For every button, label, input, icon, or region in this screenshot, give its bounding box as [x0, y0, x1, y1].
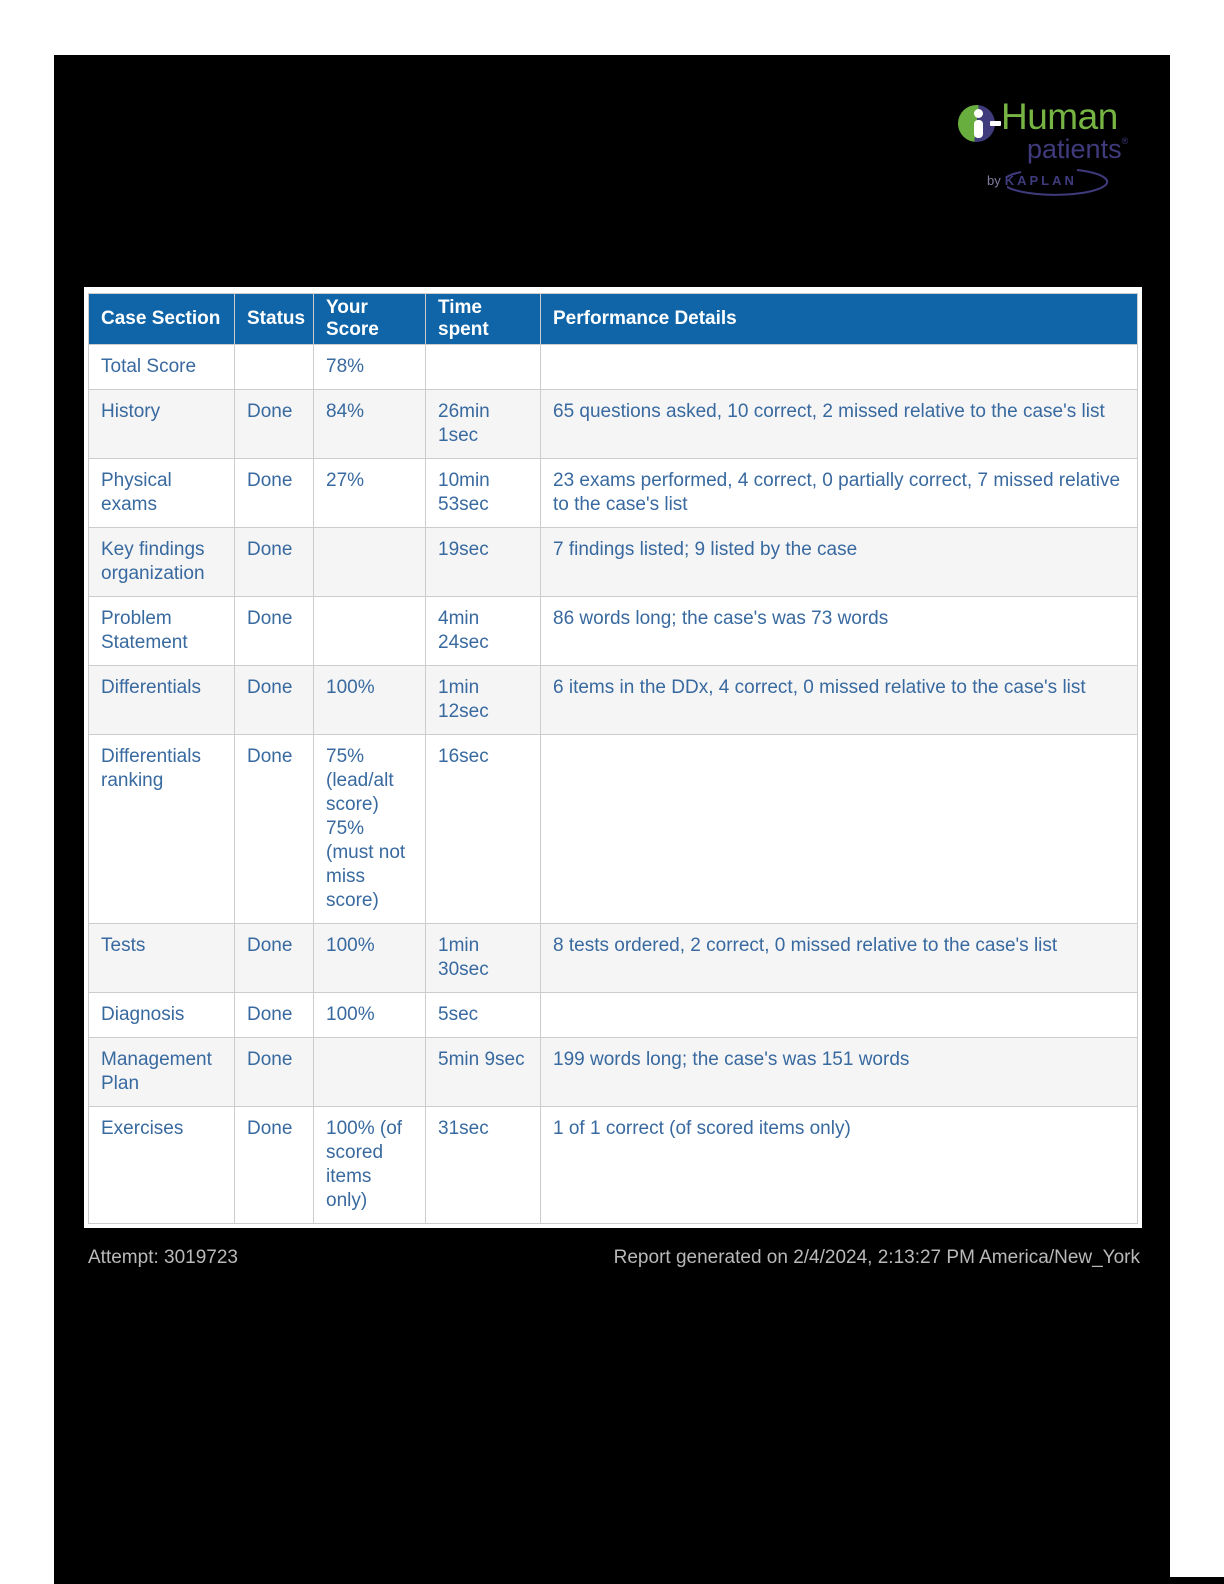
cell-your-score	[314, 528, 426, 597]
cell-performance-details: 86 words long; the case's was 73 words	[541, 597, 1138, 666]
cell-performance-details	[541, 993, 1138, 1038]
cell-time-spent	[426, 345, 541, 390]
cell-performance-details: 23 exams performed, 4 correct, 0 partially correct, 7 missed relative to the case's list	[541, 459, 1138, 528]
table-row	[89, 597, 1138, 666]
header-performance-details: Performance Details	[541, 294, 1138, 345]
registered-mark: ®	[1121, 136, 1129, 146]
cell-case-section: Management Plan	[89, 1038, 235, 1107]
cell-your-score: 100% (of scored items only)	[314, 1107, 426, 1224]
header-your-score: Your Score	[314, 294, 426, 345]
cell-performance-details: 6 items in the DDx, 4 correct, 0 missed relative to the case's list	[541, 666, 1138, 735]
cell-time-spent: 10min 53sec	[426, 459, 541, 528]
attempt-label: Attempt: 3019723	[88, 1247, 238, 1268]
ihuman-i-dot-icon	[974, 109, 983, 118]
cell-your-score: 100%	[314, 666, 426, 735]
header-status: Status	[235, 294, 314, 345]
table-row	[89, 1107, 1138, 1224]
cell-your-score: 84%	[314, 390, 426, 459]
cell-status: Done	[235, 597, 314, 666]
logo-by-text: by	[987, 173, 1001, 188]
cell-case-section: Physical exams	[89, 459, 235, 528]
cell-performance-details: 199 words long; the case's was 151 words	[541, 1038, 1138, 1107]
cell-your-score: 100%	[314, 993, 426, 1038]
cell-case-section: Total Score	[89, 345, 235, 390]
cell-your-score: 75% (lead/alt score) 75% (must not miss score)	[314, 735, 426, 924]
cell-status: Done	[235, 993, 314, 1038]
header-time-spent: Time spent	[426, 294, 541, 345]
logo-kaplan-text: KAPLAN	[1004, 173, 1077, 188]
cell-case-section: Problem Statement	[89, 597, 235, 666]
table-row	[89, 993, 1138, 1038]
cell-time-spent: 4min 24sec	[426, 597, 541, 666]
cell-time-spent: 16sec	[426, 735, 541, 924]
cell-performance-details: 8 tests ordered, 2 correct, 0 missed relative to the case's list	[541, 924, 1138, 993]
cell-case-section: Differentials ranking	[89, 735, 235, 924]
cell-case-section: Exercises	[89, 1107, 235, 1224]
report-footer	[88, 1246, 1140, 1270]
cell-your-score	[314, 1038, 426, 1107]
logo-patients-word: patients	[1027, 134, 1122, 164]
cell-your-score: 78%	[314, 345, 426, 390]
ihuman-i-stem-icon	[974, 120, 983, 138]
cell-time-spent: 26min 1sec	[426, 390, 541, 459]
cell-case-section: History	[89, 390, 235, 459]
table-header-row	[89, 294, 1138, 345]
cell-performance-details: 1 of 1 correct (of scored items only)	[541, 1107, 1138, 1224]
table-row	[89, 528, 1138, 597]
cell-performance-details: 7 findings listed; 9 listed by the case	[541, 528, 1138, 597]
cell-your-score: 100%	[314, 924, 426, 993]
table-row	[89, 735, 1138, 924]
cell-status: Done	[235, 1107, 314, 1224]
cell-time-spent: 1min 12sec	[426, 666, 541, 735]
cell-performance-details	[541, 735, 1138, 924]
cell-status: Done	[235, 459, 314, 528]
logo-human-text: Human	[1001, 96, 1118, 137]
cell-case-section: Differentials	[89, 666, 235, 735]
cell-status: Done	[235, 735, 314, 924]
report-generated-label: Report generated on 2/4/2024, 2:13:27 PM America/New_York	[613, 1247, 1140, 1268]
table-row	[89, 666, 1138, 735]
table-row	[89, 924, 1138, 993]
ihuman-logo	[940, 96, 1150, 200]
cell-status: Done	[235, 1038, 314, 1107]
cell-performance-details: 65 questions asked, 10 correct, 2 missed relative to the case's list	[541, 390, 1138, 459]
header-case-section: Case Section	[89, 294, 235, 345]
cell-your-score	[314, 597, 426, 666]
cell-time-spent: 1min 30sec	[426, 924, 541, 993]
page-right-margin	[1170, 55, 1224, 1577]
cell-status: Done	[235, 924, 314, 993]
cell-your-score: 27%	[314, 459, 426, 528]
cell-status: Done	[235, 528, 314, 597]
ihuman-hyphen-icon	[990, 121, 1001, 126]
cell-status: Done	[235, 390, 314, 459]
logo-byline	[987, 173, 1137, 199]
cell-time-spent: 5sec	[426, 993, 541, 1038]
table-row	[89, 390, 1138, 459]
cell-case-section: Tests	[89, 924, 235, 993]
performance-table-container	[84, 287, 1142, 1228]
logo-patients-text	[1027, 134, 1128, 165]
table-row	[89, 345, 1138, 390]
cell-status: Done	[235, 666, 314, 735]
cell-performance-details	[541, 345, 1138, 390]
cell-time-spent: 19sec	[426, 528, 541, 597]
cell-status	[235, 345, 314, 390]
cell-time-spent: 31sec	[426, 1107, 541, 1224]
cell-case-section: Key findings organization	[89, 528, 235, 597]
performance-table	[88, 293, 1138, 1224]
table-row	[89, 459, 1138, 528]
table-row	[89, 1038, 1138, 1107]
cell-time-spent: 5min 9sec	[426, 1038, 541, 1107]
cell-case-section: Diagnosis	[89, 993, 235, 1038]
